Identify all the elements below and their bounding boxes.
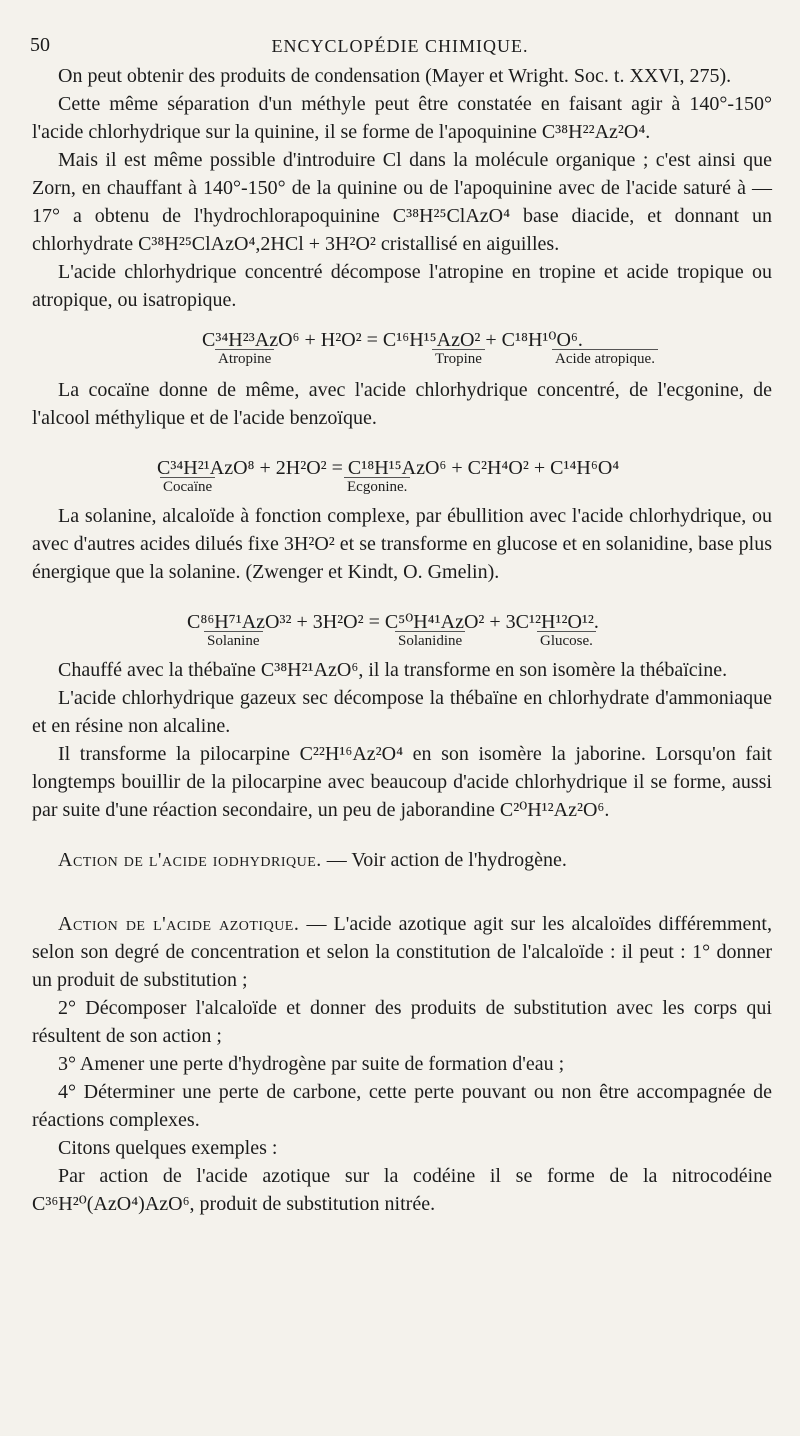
section-heading: Action de l'acide iodhydrique. [58, 849, 322, 871]
paragraph: Chauffé avec la thébaïne C³⁸H²¹AzO⁶, il la transforme en son isomère la thébaïcine. [58, 659, 728, 681]
equation-label: Cocaïne [160, 477, 215, 496]
section-heading: Action de l'acide azotique. [58, 913, 300, 935]
paragraph: Cette même séparation d'un méthyle peut être constatée en faisant agir à 140°-150° l'acide chlorhydrique sur la quinine, il se forme de l'apoquinine C³⁸H²²Az²O⁴. [32, 93, 772, 143]
spacer [32, 874, 772, 910]
paragraph: Il transforme la pilocarpine C²²H¹⁶Az²O⁴ en son isomère la jaborine. Lorsqu'on fait longtemps bouillir de la pilocarpine avec beaucoup d'acide chlorhydrique il se forme, aussi par suite d'une réaction secondaire, un peu de jaborandine C²⁰H¹²Az²O⁶. [32, 743, 772, 821]
header-title: ENCYCLOPÉDIE CHIMIQUE. [271, 36, 529, 56]
list-item: 4° Déterminer une perte de carbone, cette perte pouvant ou non être accompagnée de réactions complexes. [32, 1081, 772, 1131]
paragraph: L'acide chlorhydrique gazeux sec décompose la thébaïne en chlorhydrate d'ammoniaque et en résine non alcaline. [32, 687, 772, 737]
page-number: 50 [30, 34, 50, 56]
section-paragraph [32, 846, 772, 874]
paragraph: On peut obtenir des produits de condensation (Mayer et Wright. Soc. t. XXVI, 275). [58, 65, 732, 87]
equation-label: Glucose. [537, 631, 596, 650]
equation-label: Acide atropique. [552, 349, 658, 368]
text-body [32, 62, 772, 1218]
section-paragraph [32, 910, 772, 994]
paragraph: Citons quelques exemples : [58, 1137, 278, 1159]
equation-cocaine [32, 436, 772, 498]
equation-label: Solanidine [395, 631, 465, 650]
equation-label: Tropine [432, 349, 485, 368]
paragraph: Mais il est même possible d'introduire Cl dans la molécule organique ; c'est ainsi que Zorn, en chauffant à 140°-150° de la quinine ou de l'apoquinine avec de l'acide saturé à — 17° a obtenu de l'hydrochlorapoquinine C³⁸H²⁵ClAzO⁴ base diacide, et donnant un chlorhydrate C³⁸H²⁵ClAzO⁴,2HCl + 3H²O² cristallisé en aiguilles. [32, 149, 772, 255]
section-text: — Voir action de l'hydrogène. [321, 849, 567, 871]
spacer [32, 824, 772, 846]
equation-solanine [32, 590, 772, 652]
paragraph: La solanine, alcaloïde à fonction complexe, par ébullition avec l'acide chlorhydrique, ou avec d'autres acides dilués fixe 3H²O² et se transforme en glucose et en solanidine, base plus énergique que la solanine. (Zwenger et Kindt, O. Gmelin). [32, 505, 772, 583]
equation-label: Ecgonine. [344, 477, 410, 496]
section-text: — L'acide azotique agit sur les alcaloïdes différemment, selon son degré de concentration et selon la constitution de l'alcaloïde : il peut : 1° donner un produit de substitution ; [32, 913, 772, 991]
running-header [30, 34, 770, 62]
list-item: 3° Amener une perte d'hydrogène par suite de formation d'eau ; [58, 1053, 565, 1075]
paragraph: L'acide chlorhydrique concentré décompose l'atropine en tropine et acide tropique ou atropique, ou isatropique. [32, 261, 772, 311]
paragraph: La cocaïne donne de même, avec l'acide chlorhydrique concentré, de l'ecgonine, de l'alcool méthylique et de l'acide benzoïque. [32, 379, 772, 429]
equation-formula: C⁸⁶H⁷¹AzO³² + 3H²O² = C⁵⁰H⁴¹AzO² + 3C¹²H¹²O¹². [187, 611, 599, 633]
equation-label: Atropine [215, 349, 274, 368]
equation-label: Solanine [204, 631, 263, 650]
equation-formula: C³⁴H²¹AzO⁸ + 2H²O² = C¹⁸H¹⁵AzO⁶ + C²H⁴O² + C¹⁴H⁶O⁴ [157, 457, 620, 479]
equation-atropine [32, 318, 772, 372]
paragraph: Par action de l'acide azotique sur la codéine il se forme de la nitrocodéine C³⁶H²⁰(AzO⁴)AzO⁶, produit de substitution nitrée. [32, 1165, 772, 1215]
list-item: 2° Décomposer l'alcaloïde et donner des produits de substitution avec les corps qui résultent de son action ; [32, 997, 772, 1047]
equation-formula: C³⁴H²³AzO⁶ + H²O² = C¹⁶H¹⁵AzO² + C¹⁸H¹⁰O⁶. [202, 329, 583, 351]
